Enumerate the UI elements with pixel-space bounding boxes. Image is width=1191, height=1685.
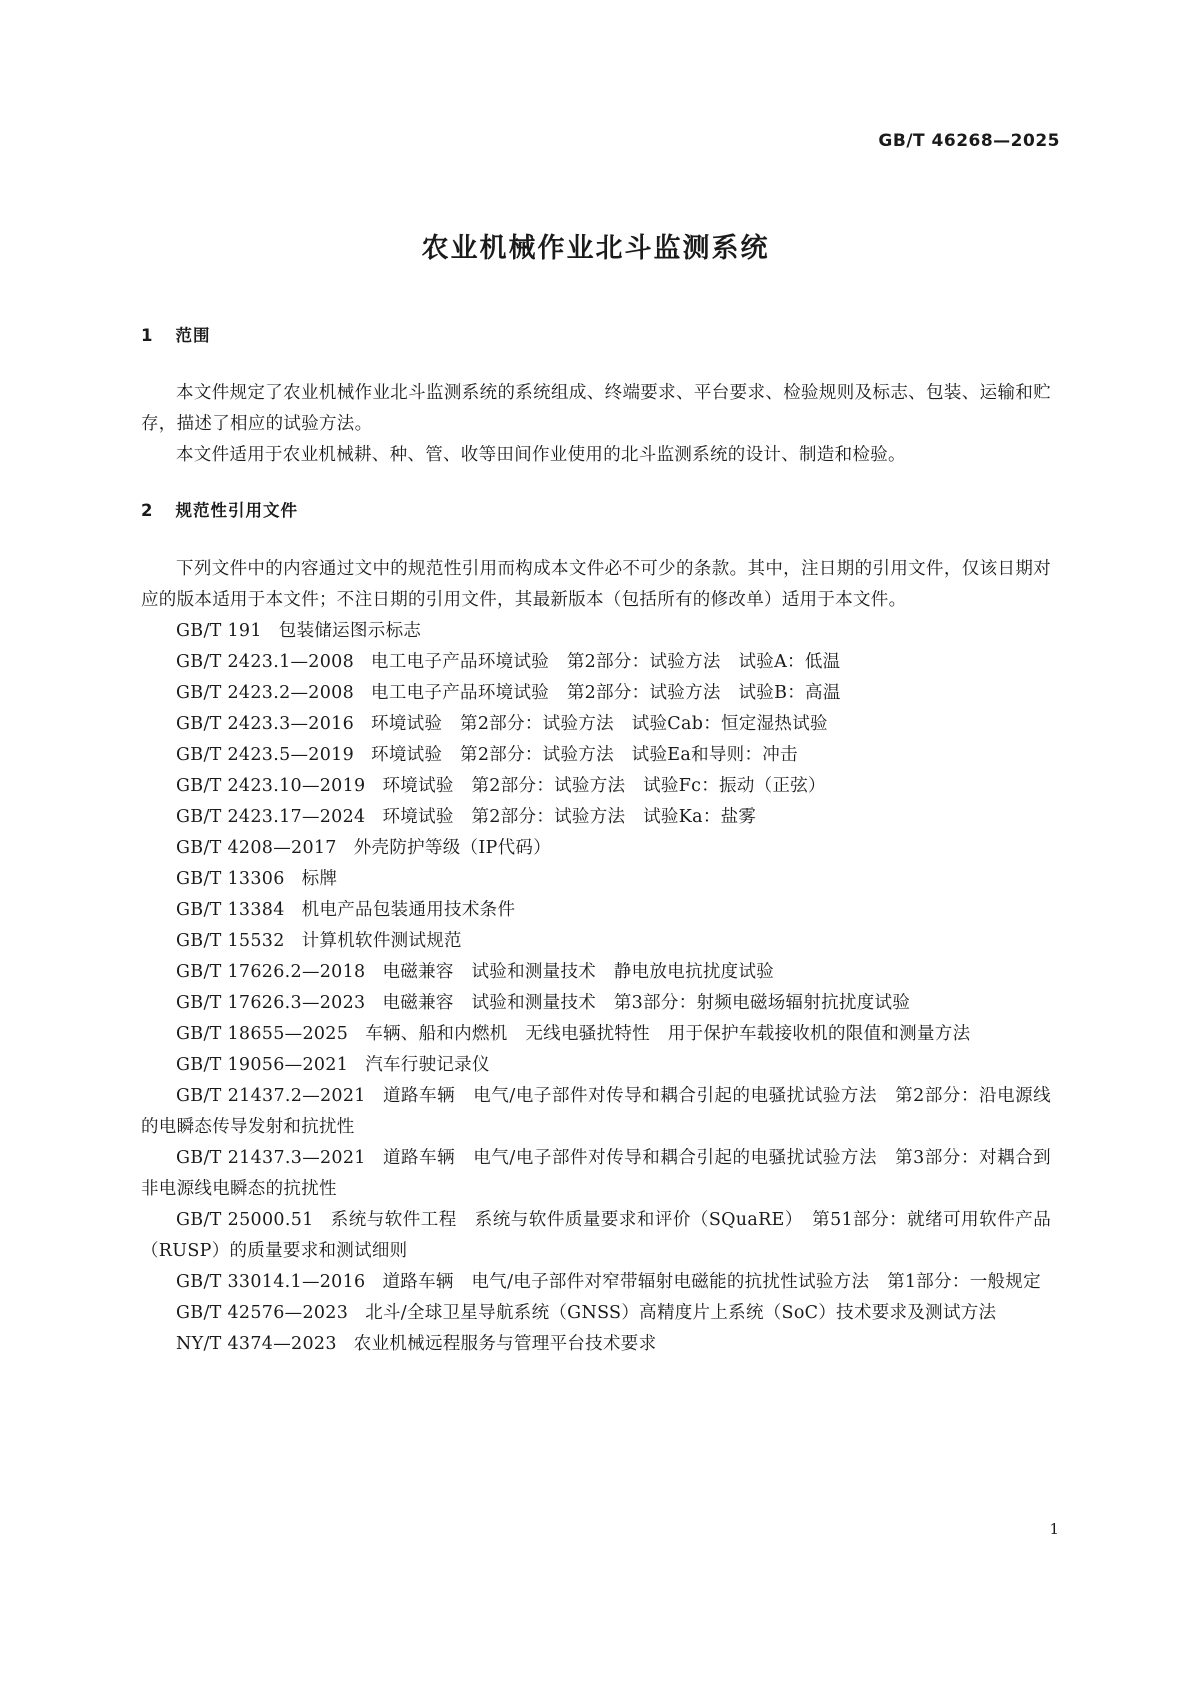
paragraph: 本文件规定了农业机械作业北斗监测系统的系统组成、终端要求、平台要求、检验规则及标志、包装、运输和贮存，描述了相应的试验方法。 — [141, 383, 1051, 434]
reference-title: 环境试验 第2部分：试验方法 试验Ka：盐雾 — [382, 807, 757, 827]
standard-code: GB/T 46268—2025 — [878, 131, 1060, 151]
page-number: 1 — [1049, 1520, 1059, 1538]
reference-item — [141, 864, 1051, 895]
reference-code: GB/T 2423.5—2019 — [176, 745, 355, 765]
reference-code: GB/T 18655—2025 — [176, 1024, 349, 1044]
reference-title: 农业机械远程服务与管理平台技术要求 — [353, 1334, 657, 1354]
reference-code: GB/T 25000.51 — [176, 1210, 314, 1230]
reference-item — [141, 709, 1051, 740]
reference-title: 电工电子产品环境试验 第2部分：试验方法 试验B：高温 — [371, 683, 841, 703]
section-heading-normative-references — [141, 499, 298, 523]
paragraph: 下列文件中的内容通过文中的规范性引用而构成本文件必不可少的条款。其中，注日期的引用文件，仅该日期对应的版本适用于本文件；不注日期的引用文件，其最新版本（包括所有的修改单）适用于本文件。 — [141, 559, 1051, 610]
reference-item — [141, 647, 1051, 678]
reference-title: 道路车辆 电气/电子部件对传导和耦合引起的电骚扰试验方法 第3部分：对耦合到非电源线电瞬态的抗扰性 — [141, 1148, 1051, 1199]
reference-title: 环境试验 第2部分：试验方法 试验Cab：恒定湿热试验 — [371, 714, 828, 734]
reference-title: 外壳防护等级（IP代码） — [353, 838, 552, 858]
reference-item — [141, 1081, 1051, 1143]
reference-code: GB/T 191 — [176, 621, 262, 641]
reference-item — [141, 988, 1051, 1019]
reference-code: GB/T 42576—2023 — [176, 1303, 349, 1323]
reference-code: GB/T 33014.1—2016 — [176, 1272, 366, 1292]
reference-item — [141, 957, 1051, 988]
reference-item — [141, 1050, 1051, 1081]
reference-title: 环境试验 第2部分：试验方法 试验Ea和导则：冲击 — [371, 745, 798, 765]
reference-item — [141, 1298, 1051, 1329]
paragraph: 本文件适用于农业机械耕、种、管、收等田间作业使用的北斗监测系统的设计、制造和检验。 — [176, 445, 906, 465]
scope-body — [141, 378, 1051, 471]
section-number: 2 — [141, 501, 154, 520]
references-body — [141, 554, 1051, 1360]
reference-code: GB/T 4208—2017 — [176, 838, 337, 858]
reference-item — [141, 1267, 1051, 1298]
reference-title: 包装储运图示标志 — [278, 621, 422, 641]
reference-code: GB/T 19056—2021 — [176, 1055, 349, 1075]
reference-title: 汽车行驶记录仪 — [365, 1055, 490, 1075]
reference-code: GB/T 13384 — [176, 900, 285, 920]
reference-title: 电工电子产品环境试验 第2部分：试验方法 试验A：低温 — [371, 652, 841, 672]
reference-item — [141, 1205, 1051, 1267]
reference-item — [141, 616, 1051, 647]
reference-code: GB/T 2423.1—2008 — [176, 652, 355, 672]
reference-code: GB/T 13306 — [176, 869, 285, 889]
reference-item — [141, 678, 1051, 709]
section-number: 1 — [141, 326, 154, 345]
reference-item — [141, 926, 1051, 957]
reference-code: GB/T 17626.3—2023 — [176, 993, 366, 1013]
reference-code: GB/T 2423.3—2016 — [176, 714, 355, 734]
reference-item — [141, 1019, 1051, 1050]
reference-code: GB/T 17626.2—2018 — [176, 962, 366, 982]
reference-title: 道路车辆 电气/电子部件对传导和耦合引起的电骚扰试验方法 第2部分：沿电源线的电瞬态传导发射和抗扰性 — [141, 1086, 1051, 1137]
reference-item — [141, 1329, 1051, 1360]
reference-item — [141, 802, 1051, 833]
reference-title: 计算机软件测试规范 — [301, 931, 462, 951]
reference-code: GB/T 21437.3—2021 — [176, 1148, 366, 1168]
reference-code: GB/T 21437.2—2021 — [176, 1086, 366, 1106]
reference-title: 环境试验 第2部分：试验方法 试验Fc：振动（正弦） — [382, 776, 826, 796]
reference-code: GB/T 15532 — [176, 931, 285, 951]
reference-title: 系统与软件工程 系统与软件质量要求和评价（SQuaRE） 第51部分：就绪可用软件产品（RUSP）的质量要求和测试细则 — [141, 1210, 1051, 1261]
reference-item — [141, 833, 1051, 864]
reference-title: 电磁兼容 试验和测量技术 静电放电抗扰度试验 — [382, 962, 775, 982]
section-title: 范围 — [175, 326, 211, 345]
reference-title: 车辆、船和内燃机 无线电骚扰特性 用于保护车载接收机的限值和测量方法 — [365, 1024, 971, 1044]
reference-item — [141, 771, 1051, 802]
reference-title: 机电产品包装通用技术条件 — [301, 900, 516, 920]
reference-code: GB/T 2423.2—2008 — [176, 683, 355, 703]
reference-code: GB/T 2423.17—2024 — [176, 807, 366, 827]
reference-code: GB/T 2423.10—2019 — [176, 776, 366, 796]
reference-title: 电磁兼容 试验和测量技术 第3部分：射频电磁场辐射抗扰度试验 — [382, 993, 911, 1013]
reference-item — [141, 740, 1051, 771]
reference-code: NY/T 4374—2023 — [176, 1334, 337, 1354]
reference-title: 标牌 — [301, 869, 338, 889]
document-title: 农业机械作业北斗监测系统 — [421, 233, 770, 264]
reference-title: 北斗/全球卫星导航系统（GNSS）高精度片上系统（SoC）技术要求及测试方法 — [365, 1303, 997, 1323]
reference-list — [141, 616, 1051, 1360]
section-title: 规范性引用文件 — [175, 501, 298, 520]
reference-item — [141, 895, 1051, 926]
reference-item — [141, 1143, 1051, 1205]
section-heading-scope — [141, 324, 210, 348]
reference-title: 道路车辆 电气/电子部件对窄带辐射电磁能的抗扰性试验方法 第1部分：一般规定 — [382, 1272, 1041, 1292]
